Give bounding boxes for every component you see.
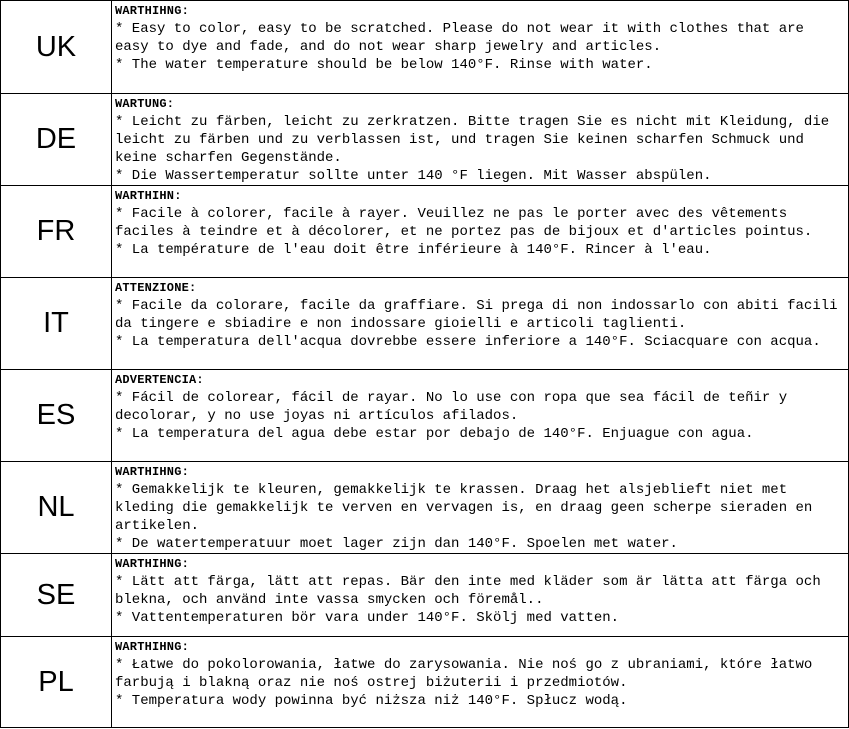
row-it: [1, 278, 849, 370]
language-code: ES: [1, 370, 112, 462]
instruction-line: * La température de l'eau doit être inférieure à 140°F. Rincer à l'eau.: [115, 242, 712, 258]
instruction-cell: [112, 462, 849, 554]
language-code: NL: [1, 462, 112, 554]
warning-heading: WARTHIHNG:: [115, 557, 190, 571]
language-code: DE: [1, 94, 112, 186]
instruction-line: * Facile à colorer, facile à rayer. Veuillez ne pas le porter avec des vêtements faciles à teindre et à décolorer, et ne portez pas de bijoux et d'articles pointus.: [115, 206, 813, 240]
instruction-cell: [112, 554, 849, 637]
instruction-line: * Łatwe do pokolorowania, łatwe do zarysowania. Nie noś go z ubraniami, które łatwo farbują i blakną oraz nie noś ostrej biżuterii i przedmiotów.: [115, 657, 813, 691]
row-pl: [1, 637, 849, 728]
warning-heading: ADVERTENCIA:: [115, 373, 204, 387]
instruction-cell: [112, 186, 849, 278]
instruction-line: * Temperatura wody powinna być niższa niż 140°F. Spłucz wodą.: [115, 693, 628, 709]
row-fr: [1, 186, 849, 278]
language-code: SE: [1, 554, 112, 637]
row-nl: [1, 462, 849, 554]
instruction-line: * Easy to color, easy to be scratched. Please do not wear it with clothes that are easy to dye and fade, and do not wear sharp jewelry and articles.: [115, 21, 804, 55]
warning-heading: WARTHIHN:: [115, 189, 182, 203]
warning-heading: WARTHIHNG:: [115, 640, 190, 654]
instruction-line: * Lätt att färga, lätt att repas. Bär den inte med kläder som är lätta att färga och blekna, och använd inte vassa smycken och föremål..: [115, 574, 821, 608]
instruction-line: * La temperatura dell'acqua dovrebbe essere inferiore a 140°F. Sciacquare con acqua.: [115, 334, 821, 350]
instruction-line: * Vattentemperaturen bör vara under 140°F. Skölj med vatten.: [115, 610, 620, 626]
instruction-line: * De watertemperatuur moet lager zijn dan 140°F. Spoelen met water.: [115, 536, 678, 552]
instruction-line: * Die Wassertemperatur sollte unter 140 °F liegen. Mit Wasser abspülen.: [115, 168, 712, 184]
instruction-line: * The water temperature should be below 140°F. Rinse with water.: [115, 57, 653, 73]
instruction-cell: [112, 94, 849, 186]
language-code: FR: [1, 186, 112, 278]
instruction-line: * La temperatura del agua debe estar por debajo de 140°F. Enjuague con agua.: [115, 426, 754, 442]
instruction-cell: [112, 1, 849, 94]
language-code: PL: [1, 637, 112, 728]
row-es: [1, 370, 849, 462]
instruction-line: * Fácil de colorear, fácil de rayar. No lo use con ropa que sea fácil de teñir y decolorar, y no use joyas ni artículos afilados.: [115, 390, 788, 424]
row-se: [1, 554, 849, 637]
warning-heading: WARTHIHNG:: [115, 465, 190, 479]
instruction-line: * Facile da colorare, facile da graffiare. Si prega di non indossarlo con abiti facili da tingere e sbiadire e non indossare gioielli e articoli taglienti.: [115, 298, 838, 332]
row-de: [1, 94, 849, 186]
instruction-line: * Gemakkelijk te kleuren, gemakkelijk te krassen. Draag het alsjeblieft niet met kleding die gemakkelijk te verven en vervagen is, en draag geen scherpe sieraden en artikelen.: [115, 482, 813, 534]
instruction-cell: [112, 637, 849, 728]
warning-heading: ATTENZIONE:: [115, 281, 197, 295]
row-uk: [1, 1, 849, 94]
instruction-line: * Leicht zu färben, leicht zu zerkratzen. Bitte tragen Sie es nicht mit Kleidung, die leicht zu färben und zu verblassen ist, und tragen Sie keinen scharfen Schmuck und keine scharfen Gegenstände.: [115, 114, 830, 166]
language-code: UK: [1, 1, 112, 94]
instruction-cell: [112, 370, 849, 462]
instruction-cell: [112, 278, 849, 370]
language-code: IT: [1, 278, 112, 370]
warning-heading: WARTUNG:: [115, 97, 175, 111]
warning-heading: WARTHIHNG:: [115, 4, 190, 18]
